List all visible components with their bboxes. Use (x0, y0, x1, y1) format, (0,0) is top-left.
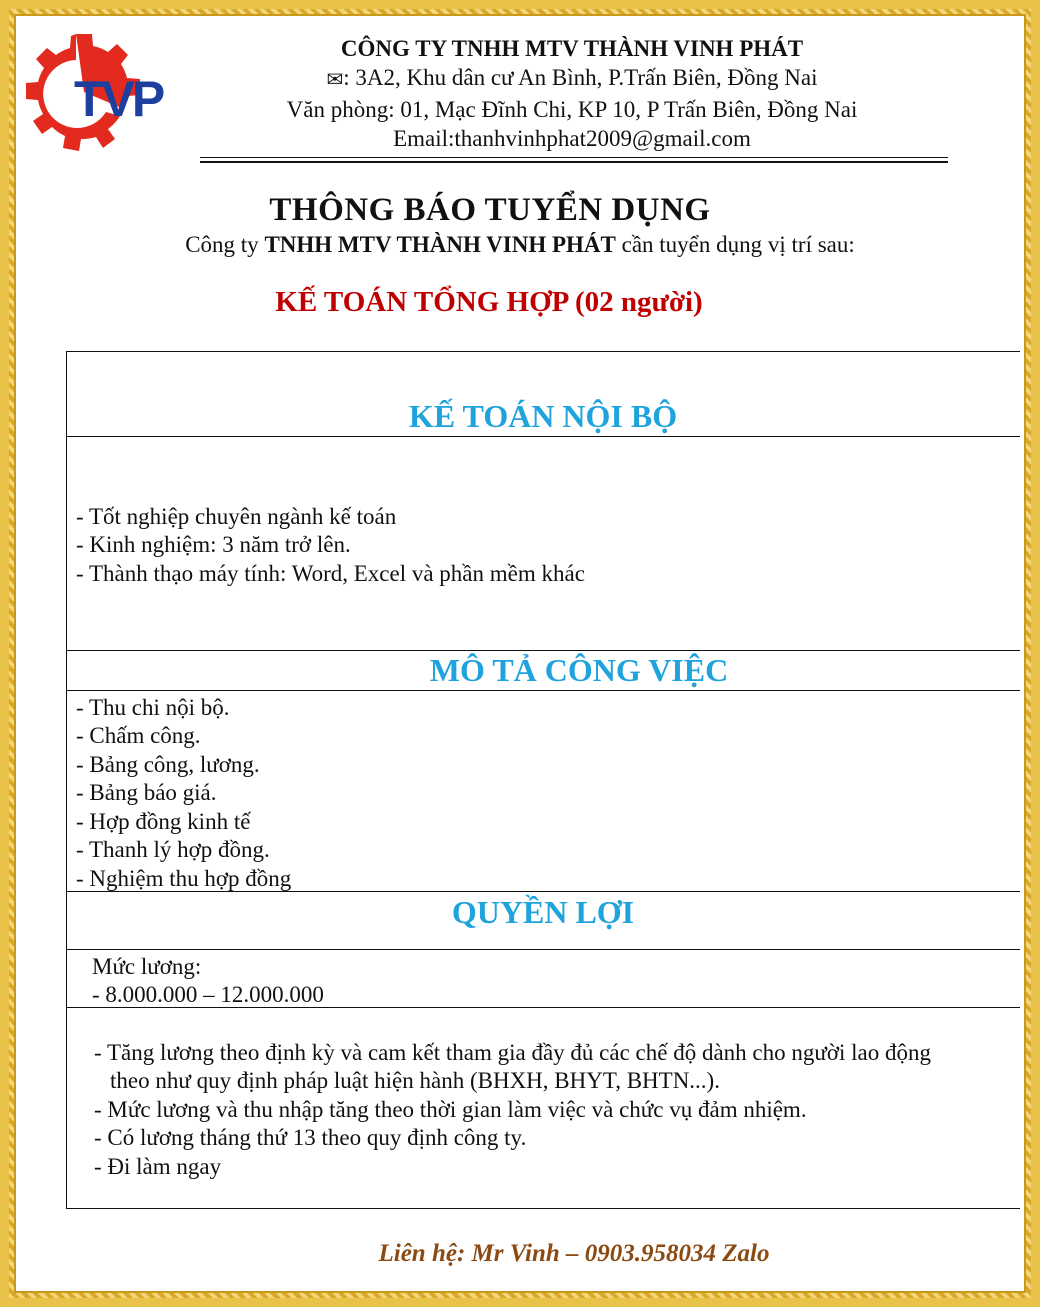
list-item: - Thanh lý hợp đồng. (76, 837, 270, 862)
office-address: Văn phòng: 01, Mạc Đĩnh Chi, KP 10, P Trấn Biên, Đồng Nai (286, 97, 858, 122)
contact-info: Liên hệ: Mr Vinh – 0903.958034 Zalo (378, 1240, 770, 1267)
section-title-benefits: QUYỀN LỢI (451, 894, 635, 930)
table-border (66, 436, 1020, 437)
table-border (66, 650, 1020, 651)
list-item: - Mức lương và thu nhập tăng theo thời gian làm việc và chức vụ đảm nhiệm. (94, 1097, 807, 1122)
list-item: - Hợp đồng kinh tế (76, 809, 251, 834)
company-logo (22, 26, 182, 161)
list-item: - Chấm công. (76, 723, 201, 748)
list-item: - Kinh nghiệm: 3 năm trở lên. (76, 532, 351, 557)
list-item: - Có lương tháng thứ 13 theo quy định công ty. (94, 1125, 527, 1150)
salary-label: Mức lương: (92, 954, 202, 979)
list-item: - Thu chi nội bộ. (76, 695, 230, 720)
table-border (66, 949, 1020, 950)
company-header (200, 34, 944, 153)
table-border (66, 1208, 1020, 1209)
section-title-internal: KẾ TOÁN NỘI BỘ (408, 398, 678, 434)
list-item: - Bảng báo giá. (76, 780, 217, 805)
salary-value: - 8.000.000 – 12.000.000 (92, 982, 324, 1007)
logo-text: TVP (74, 71, 163, 127)
company-address: ✉: 3A2, Khu dân cư An Bình, P.Trấn Biên, Đồng Nai (200, 63, 944, 95)
section-title-description: MÔ TẢ CÔNG VIỆC (429, 652, 729, 688)
list-item: - Tăng lương theo định kỳ và cam kết tham gia đầy đủ các chế độ dành cho người lao động (94, 1040, 931, 1065)
list-item: - Nghiệm thu hợp đồng (76, 866, 292, 891)
list-item: - Đi làm ngay (94, 1154, 222, 1179)
page-title: THÔNG BÁO TUYỂN DỤNG (269, 192, 711, 228)
subtitle: Công ty TNHH MTV THÀNH VINH PHÁT cần tuyển dụng vị trí sau: (185, 232, 855, 257)
list-item: - Bảng công, lương. (76, 752, 260, 777)
list-item: - Thành thạo máy tính: Word, Excel và phần mềm khác (76, 561, 585, 586)
list-item: theo như quy định pháp luật hiện hành (BHXH, BHYT, BHTN...). (110, 1068, 720, 1093)
company-name: CÔNG TY TNHH MTV THÀNH VINH PHÁT (340, 36, 804, 61)
header-divider-thick (200, 161, 948, 163)
table-border (66, 690, 1020, 691)
header-divider (200, 157, 948, 158)
company-email: Email:thanhvinhphat2009@gmail.com (393, 126, 751, 151)
table-border (66, 351, 1020, 352)
job-position: KẾ TOÁN TỔNG HỢP (02 người) (275, 286, 703, 318)
envelope-icon: ✉ (326, 69, 344, 91)
list-item: - Tốt nghiệp chuyên ngành kế toán (76, 504, 397, 529)
